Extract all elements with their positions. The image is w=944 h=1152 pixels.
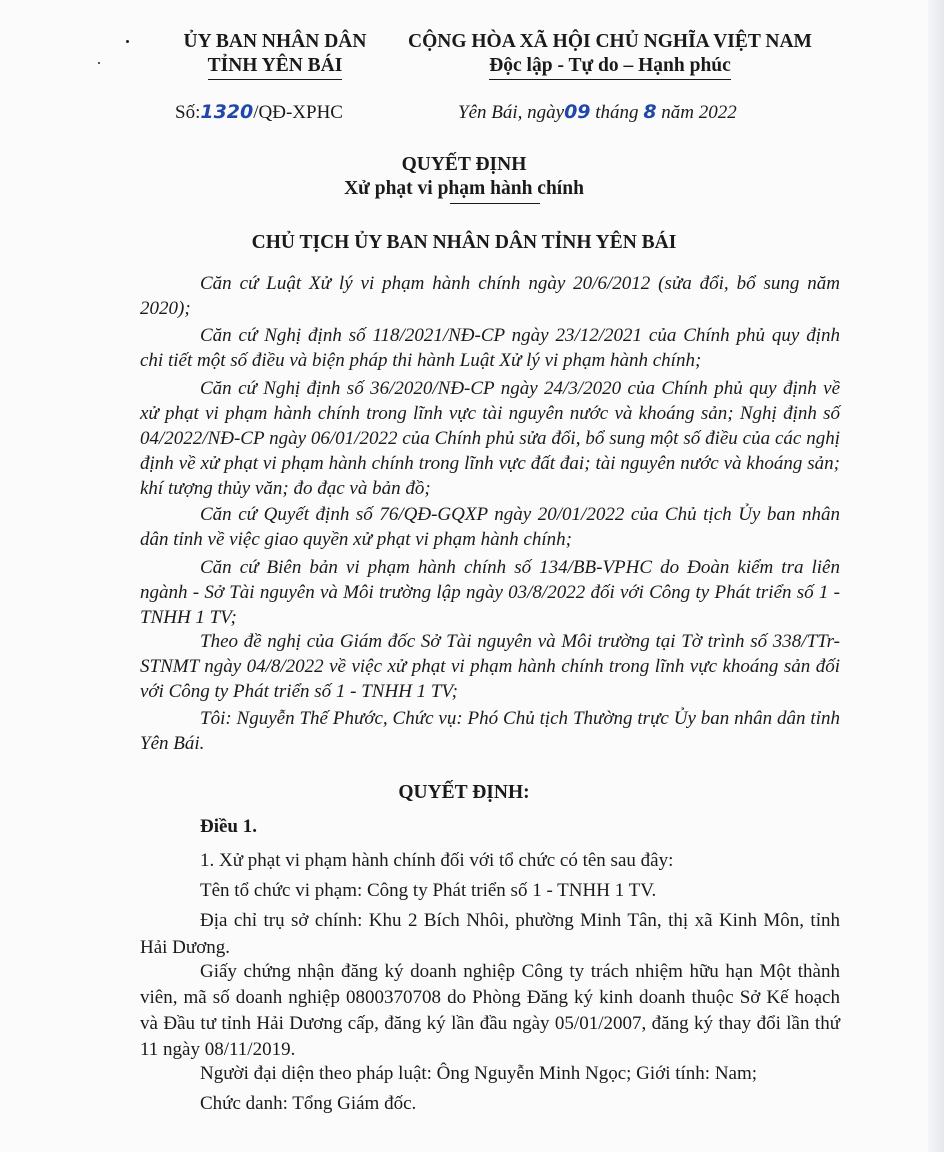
basis-paragraph-4: Căn cứ Quyết định số 76/QĐ-GQXP ngày 20/01/2022 của Chủ tịch Ủy ban nhân dân tỉnh về việc giao quyền xử phạt vi phạm hành chính; bbox=[140, 504, 840, 550]
month-label: tháng bbox=[595, 102, 639, 123]
authority-title: CHỦ TỊCH ỦY BAN NHÂN DÂN TỈNH YÊN BÁI bbox=[251, 232, 677, 253]
document-date bbox=[458, 100, 737, 125]
date-prefix: Yên Bái, ngày bbox=[458, 102, 565, 123]
document-number bbox=[175, 100, 343, 125]
basis-paragraph-7: Tôi: Nguyễn Thế Phước, Chức vụ: Phó Chủ tịch Thường trực Ủy ban nhân dân tỉnh Yên Bái. bbox=[140, 708, 840, 754]
basis-paragraph-6: Theo đề nghị của Giám đốc Sở Tài nguyên và Môi trường tại Tờ trình số 338/TTr-STNMT ngày 04/8/2022 về việc xử phạt vi phạm hành chính trong lĩnh vực khoáng sản đối với Công ty Phát triển số 1 - TNHH 1 TV; bbox=[140, 631, 840, 702]
issuing-authority bbox=[150, 30, 400, 80]
scan-edge bbox=[928, 0, 944, 1152]
handwritten-number: 1320 bbox=[200, 101, 254, 123]
handwritten-day: 09 bbox=[564, 101, 591, 123]
national-motto-wrap bbox=[380, 54, 840, 80]
basis-paragraph-1: Căn cứ Luật Xử lý vi phạm hành chính ngày 20/6/2012 (sửa đổi, bổ sung năm 2020); bbox=[140, 273, 840, 319]
scan-speck bbox=[126, 40, 129, 43]
article-item-1: 1. Xử phạt vi phạm hành chính đối với tổ chức có tên sau đây: bbox=[200, 850, 674, 871]
basis-paragraph-5: Căn cứ Biên bản vi phạm hành chính số 134/BB-VPHC do Đoàn kiểm tra liên ngành - Sở Tài nguyên và Môi trường lập ngày 03/8/2022 đối với Công ty Phát triển số 1 - TNHH 1 TV; bbox=[140, 557, 840, 628]
number-suffix: /QĐ-XPHC bbox=[253, 102, 343, 123]
document-subtitle: Xử phạt vi phạm hành chính bbox=[344, 178, 584, 199]
document-title: QUYẾT ĐỊNH bbox=[401, 154, 527, 175]
handwritten-month: 8 bbox=[643, 101, 657, 123]
national-title: CỘNG HÒA XÃ HỘI CHỦ NGHĨA VIỆT NAM bbox=[408, 31, 812, 52]
decision-heading: QUYẾT ĐỊNH: bbox=[398, 782, 530, 803]
national-heading bbox=[380, 30, 840, 80]
year-label: năm 2022 bbox=[661, 102, 737, 123]
authority-line-2 bbox=[150, 54, 400, 80]
authority-line-1: ỦY BAN NHÂN DÂN bbox=[183, 31, 367, 52]
national-motto: Độc lập - Tự do – Hạnh phúc bbox=[489, 54, 731, 80]
subtitle-underline bbox=[450, 203, 540, 204]
violating-org-name: Tên tổ chức vi phạm: Công ty Phát triển số 1 - TNHH 1 TV. bbox=[200, 880, 657, 901]
basis-paragraph-2: Căn cứ Nghị định số 118/2021/NĐ-CP ngày 23/12/2021 của Chính phủ quy định chi tiết một số điều và biện pháp thi hành Luật Xử lý vi phạm hành chính; bbox=[140, 325, 840, 371]
business-registration: Giấy chứng nhận đăng ký doanh nghiệp Công ty trách nhiệm hữu hạn Một thành viên, mã số doanh nghiệp 0800370708 do Phòng Đăng ký kinh doanh thuộc Sở Kế hoạch và Đầu tư tỉnh Hải Dương cấp, đăng ký lần đầu ngày 05/01/2007, đăng ký thay đổi lần thứ 11 ngày 08/11/2019. bbox=[140, 961, 840, 1060]
org-address: Địa chỉ trụ sở chính: Khu 2 Bích Nhôi, phường Minh Tân, thị xã Kinh Môn, tỉnh Hải Dương. bbox=[140, 910, 840, 958]
basis-paragraph-3: Căn cứ Nghị định số 36/2020/NĐ-CP ngày 24/3/2020 của Chính phủ quy định về xử phạt vi phạm hành chính trong lĩnh vực tài nguyên nước và khoáng sản; Nghị định số 04/2022/NĐ-CP ngày 06/01/2022 của Chính phủ sửa đổi, bổ sung một số điều của các nghị định về xử phạt vi phạm hành chính trong lĩnh vực đất đai; tài nguyên nước và khoáng sản; khí tượng thủy văn; đo đạc và bản đồ; bbox=[140, 378, 840, 499]
article-heading: Điều 1. bbox=[200, 816, 257, 837]
number-prefix: Số: bbox=[175, 102, 201, 123]
legal-representative: Người đại diện theo pháp luật: Ông Nguyễn Minh Ngọc; Giới tính: Nam; bbox=[200, 1063, 758, 1084]
representative-position: Chức danh: Tổng Giám đốc. bbox=[200, 1093, 417, 1114]
authority-line-2-text: TỈNH YÊN BÁI bbox=[208, 54, 343, 80]
scan-speck bbox=[98, 62, 100, 64]
